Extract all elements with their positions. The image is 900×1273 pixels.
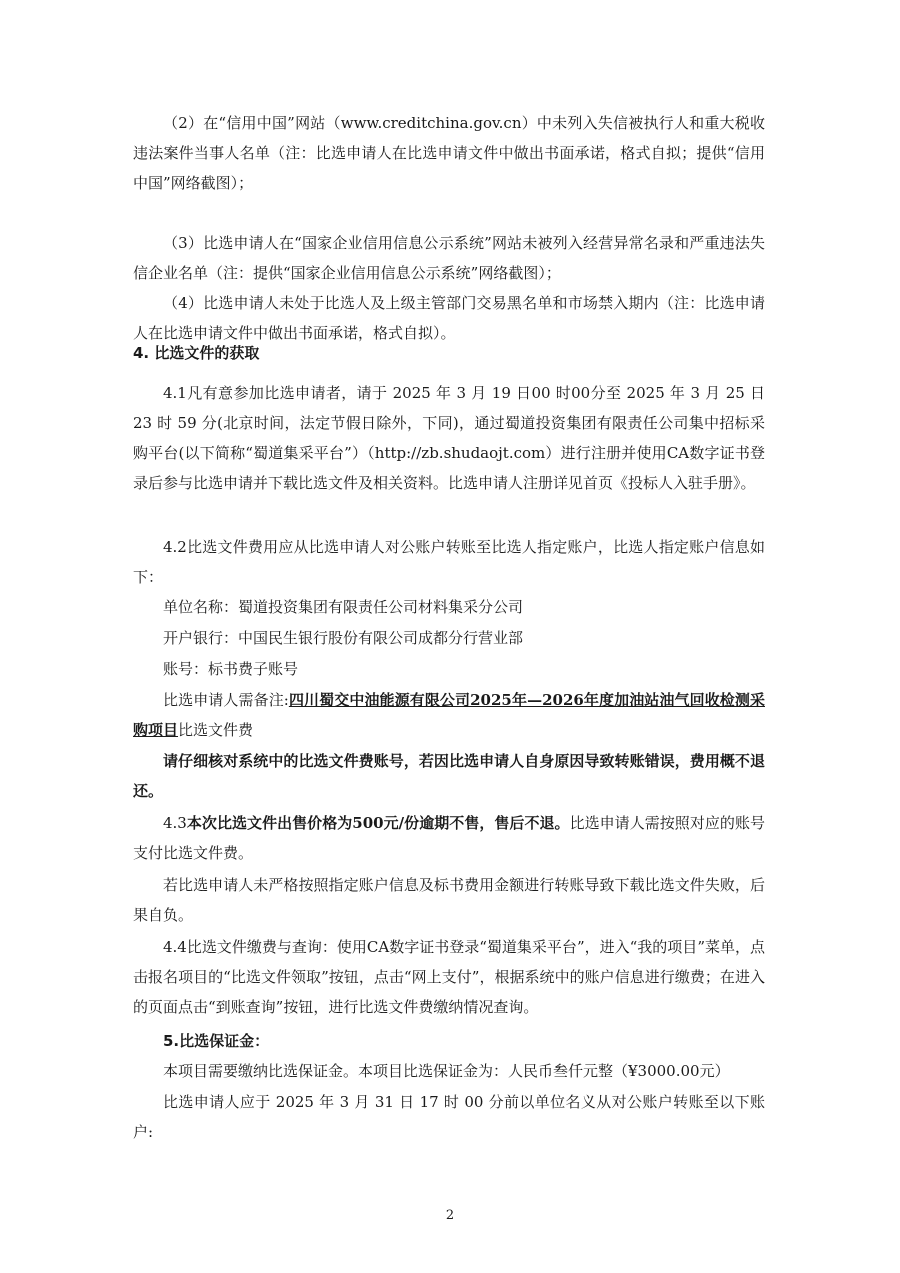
paragraph-5-2: 比选申请人应于 2025 年 3 月 31 日 17 时 00 分前以单位名义从对公账户转账至以下账户: <box>133 1093 765 1141</box>
paragraph-4-2: 4.2比选文件费用应从比选申请人对公账户转账至比选人指定账户，比选人指定账户信息如下： <box>133 538 765 586</box>
section-heading-5: 5.比选保证金： <box>163 1032 270 1050</box>
paragraph-enterprise-credit: （3）比选申请人在“国家企业信用信息公示系统”网站未被列入经营异常名录和严重违法失信企业名单（注：提供“国家企业信用信息公示系统”网络截图）； <box>133 234 765 282</box>
remark-suffix: 比选文件费 <box>178 721 254 739</box>
paragraph-4-3 <box>133 808 765 868</box>
paragraph-transfer-warning: 若比选申请人未严格按照指定账户信息及标书费用金额进行转账导致下载比选文件失败，后果自负。 <box>133 876 765 924</box>
paragraph-4-1: 4.1凡有意参加比选申请者，请于 2025 年 3 月 19 日00 时00分至 2025 年 3 月 25 日 23 时 59 分(北京时间，法定节假日除外，下同)，通过蜀道投资集团有限责任公司集中招标采购平台(以下简称“蜀道集采平台”）（http://zb.shudaojt.com）进行注册并使用CA数字证书登录后参与比选申请并下载比选文件及相关资料。比选申请人注册详见首页《投标人入驻手册》。 <box>133 384 765 492</box>
paragraph-5-1: 本项目需要缴纳比选保证金。本项目比选保证金为：人民币叁仟元整（¥3000.00元） <box>163 1062 730 1080</box>
paragraph-credit-china: （2）在“信用中国”网站（www.creditchina.gov.cn）中未列入失信被执行人和重大税收违法案件当事人名单（注：比选申请人在比选申请文件中做出书面承诺，格式自拟；提供“信用中国”网络截图）； <box>133 114 765 192</box>
account-unit-name: 单位名称：蜀道投资集团有限责任公司材料集采分公司 <box>163 598 524 616</box>
p43-number: 4.3 <box>163 814 187 832</box>
paragraph-4-4: 4.4比选文件缴费与查询：使用CA数字证书登录“蜀道集采平台”，进入“我的项目”菜单，点击报名项目的“比选文件领取”按钮，点击“网上支付”，根据系统中的账户信息进行缴费；在进入的页面点击“到账查询”按钮，进行比选文件费缴纳情况查询。 <box>133 938 765 1016</box>
account-bank: 开户银行：中国民生银行股份有限公司成都分行营业部 <box>163 629 524 647</box>
paragraph-blacklist: （4）比选申请人未处于比选人及上级主管部门交易黑名单和市场禁入期内（注：比选申请人在比选申请文件中做出书面承诺，格式自拟）。 <box>133 294 765 342</box>
page-number: 2 <box>445 1208 455 1223</box>
paragraph-warning: 请仔细核对系统中的比选文件费账号，若因比选申请人自身原因导致转账错误，费用概不退还。 <box>133 752 765 800</box>
p43-rest: 比选申请人需按照对应的账号支付比选文件费。 <box>133 814 765 862</box>
account-number: 账号：标书费子账号 <box>163 660 299 678</box>
p43-price: 本次比选文件出售价格为500元/份逾期不售，售后不退。 <box>186 814 570 832</box>
paragraph-remark <box>133 685 765 745</box>
remark-prefix: 比选申请人需备注: <box>163 691 289 709</box>
section-heading-4: 4. 比选文件的获取 <box>133 344 260 362</box>
remark-project-name: 四川蜀交中油能源有限公司2025年—2026年度加油站油气回收检测采购项目 <box>133 691 765 739</box>
